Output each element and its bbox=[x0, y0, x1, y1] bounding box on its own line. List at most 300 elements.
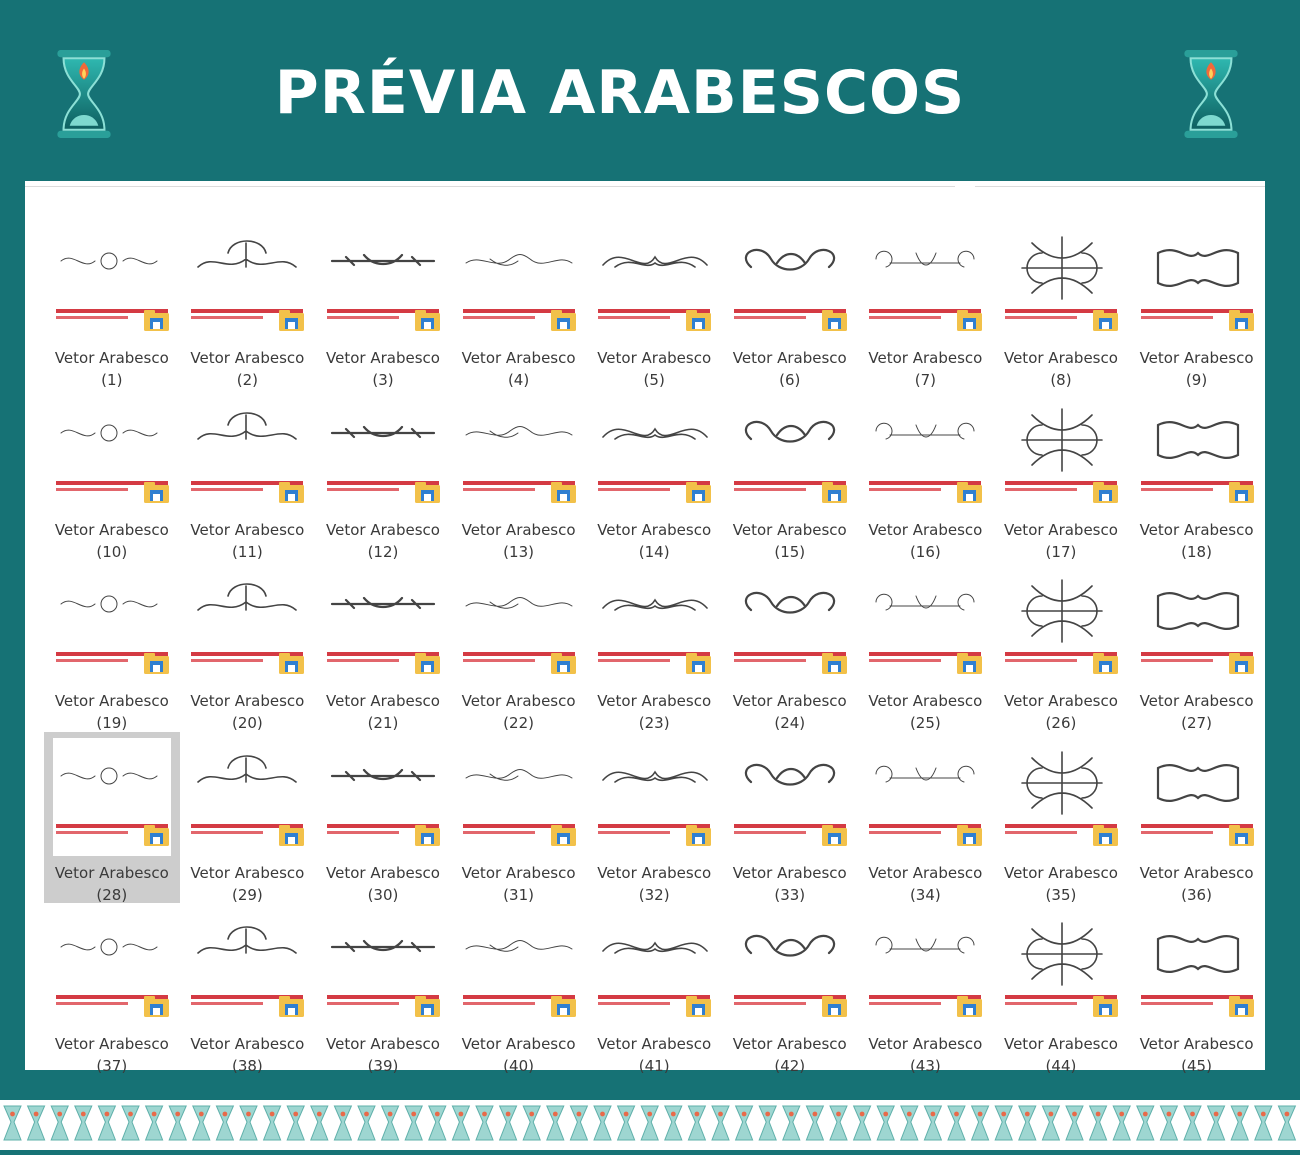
decorative-footer-band bbox=[0, 1100, 1300, 1150]
file-name: Vetor Arabesco bbox=[54, 520, 169, 539]
file-label bbox=[451, 347, 587, 391]
file-item[interactable] bbox=[858, 560, 994, 732]
file-thumbnail bbox=[188, 909, 306, 1027]
file-name: Vetor Arabesco bbox=[868, 349, 983, 367]
hourglass-pattern-icon bbox=[0, 1100, 1300, 1150]
hourglass-icon bbox=[51, 1106, 68, 1140]
file-item[interactable] bbox=[180, 903, 316, 1075]
file-thumbnail bbox=[595, 395, 713, 513]
file-item[interactable] bbox=[315, 903, 451, 1075]
folder-icon bbox=[822, 825, 847, 846]
file-name: Vetor Arabesco bbox=[597, 349, 712, 367]
hourglass-icon bbox=[1184, 1106, 1201, 1140]
file-number: (15) bbox=[774, 542, 806, 561]
file-label bbox=[180, 519, 316, 563]
watermark-strip bbox=[734, 1002, 806, 1005]
file-label bbox=[993, 1033, 1129, 1077]
file-item[interactable] bbox=[1129, 560, 1265, 732]
folder-icon bbox=[551, 310, 576, 331]
file-name: Vetor Arabesco bbox=[1003, 1035, 1118, 1054]
file-number: (10) bbox=[96, 542, 128, 561]
hourglass-icon bbox=[688, 1106, 705, 1140]
panel-top-divider bbox=[975, 181, 1265, 187]
file-name: Vetor Arabesco bbox=[190, 692, 305, 711]
file-item[interactable] bbox=[1129, 389, 1265, 561]
file-label bbox=[1129, 690, 1265, 734]
panel-top-divider bbox=[25, 181, 955, 187]
file-label bbox=[315, 1033, 451, 1077]
file-item[interactable] bbox=[180, 389, 316, 561]
folder-icon bbox=[144, 310, 169, 331]
watermark-strip bbox=[1005, 1002, 1077, 1005]
file-item[interactable] bbox=[858, 217, 994, 389]
file-label bbox=[586, 690, 722, 734]
file-label bbox=[858, 519, 994, 563]
file-item[interactable] bbox=[315, 217, 451, 389]
file-name: Vetor Arabesco bbox=[54, 692, 169, 711]
file-name: Vetor Arabesco bbox=[868, 520, 983, 539]
file-thumbnail bbox=[866, 223, 984, 341]
file-name: Vetor Arabesco bbox=[1003, 520, 1118, 539]
watermark-strip bbox=[191, 659, 263, 662]
file-number: (30) bbox=[367, 885, 399, 904]
file-number: (43) bbox=[909, 1057, 941, 1076]
file-number: (34) bbox=[909, 885, 941, 904]
watermark-strip bbox=[56, 659, 128, 662]
file-number: (6) bbox=[779, 371, 801, 389]
file-label bbox=[586, 862, 722, 906]
hourglass-icon bbox=[665, 1106, 682, 1140]
folder-icon bbox=[551, 996, 576, 1017]
file-number: (28) bbox=[96, 885, 128, 904]
file-label bbox=[315, 347, 451, 391]
file-label bbox=[180, 690, 316, 734]
file-thumbnail bbox=[460, 909, 578, 1027]
hourglass-icon bbox=[405, 1106, 422, 1140]
folder-icon bbox=[415, 482, 440, 503]
file-thumbnail bbox=[866, 566, 984, 684]
watermark-strip bbox=[191, 831, 263, 834]
folder-icon bbox=[957, 482, 982, 503]
file-item[interactable] bbox=[451, 732, 587, 904]
file-item[interactable] bbox=[586, 217, 722, 389]
folder-icon bbox=[1229, 653, 1254, 674]
file-thumbnail bbox=[731, 909, 849, 1027]
file-thumbnail bbox=[460, 738, 578, 856]
hourglass-flame-icon bbox=[1180, 48, 1242, 140]
hourglass-icon bbox=[98, 1106, 115, 1140]
file-thumbnail bbox=[595, 909, 713, 1027]
file-thumbnail bbox=[866, 738, 984, 856]
file-item[interactable] bbox=[586, 560, 722, 732]
file-thumbnail bbox=[53, 909, 171, 1027]
folder-icon bbox=[686, 482, 711, 503]
file-thumbnail bbox=[188, 395, 306, 513]
file-label bbox=[858, 1033, 994, 1077]
file-name: Vetor Arabesco bbox=[190, 520, 305, 539]
file-thumbnail bbox=[188, 223, 306, 341]
file-number: (39) bbox=[367, 1057, 399, 1076]
file-thumbnail bbox=[53, 395, 171, 513]
file-name: Vetor Arabesco bbox=[54, 1035, 169, 1054]
file-thumbnail bbox=[53, 223, 171, 341]
hourglass-icon bbox=[972, 1106, 989, 1140]
hourglass-icon bbox=[28, 1106, 45, 1140]
folder-icon bbox=[279, 996, 304, 1017]
file-thumbnail bbox=[53, 738, 171, 856]
file-label bbox=[1129, 347, 1265, 391]
file-item[interactable] bbox=[44, 389, 180, 561]
file-number: (24) bbox=[774, 714, 806, 733]
folder-icon bbox=[279, 310, 304, 331]
file-name: Vetor Arabesco bbox=[1003, 863, 1118, 882]
file-item[interactable] bbox=[180, 217, 316, 389]
file-name: Vetor Arabesco bbox=[54, 349, 169, 367]
file-name: Vetor Arabesco bbox=[868, 1035, 983, 1054]
file-number: (26) bbox=[1045, 714, 1077, 733]
folder-icon bbox=[822, 310, 847, 331]
watermark-strip bbox=[869, 1002, 941, 1005]
file-number: (20) bbox=[231, 714, 263, 733]
file-number: (32) bbox=[638, 885, 670, 904]
file-name: Vetor Arabesco bbox=[732, 520, 847, 539]
file-number: (45) bbox=[1181, 1057, 1212, 1076]
hourglass-icon bbox=[547, 1106, 564, 1140]
file-number: (1) bbox=[101, 371, 123, 389]
file-item[interactable] bbox=[315, 732, 451, 904]
file-item[interactable] bbox=[722, 732, 858, 904]
file-number: (23) bbox=[638, 714, 670, 733]
file-item[interactable] bbox=[1129, 732, 1265, 904]
file-number: (31) bbox=[503, 885, 534, 904]
file-label bbox=[451, 519, 587, 563]
file-item[interactable] bbox=[451, 217, 587, 389]
file-thumbnail bbox=[188, 738, 306, 856]
hourglass-icon bbox=[924, 1106, 941, 1140]
file-number: (18) bbox=[1181, 542, 1212, 561]
folder-icon bbox=[415, 653, 440, 674]
file-item[interactable] bbox=[722, 903, 858, 1075]
thumbnail-grid bbox=[44, 217, 1264, 1075]
file-name: Vetor Arabesco bbox=[326, 349, 440, 367]
file-number: (3) bbox=[372, 371, 394, 389]
hourglass-icon bbox=[1042, 1106, 1059, 1140]
file-thumbnail bbox=[324, 395, 442, 513]
file-item[interactable] bbox=[993, 903, 1129, 1075]
file-label bbox=[44, 347, 180, 391]
file-label bbox=[451, 1033, 587, 1077]
file-item[interactable] bbox=[451, 389, 587, 561]
file-item[interactable] bbox=[993, 732, 1129, 904]
file-name: Vetor Arabesco bbox=[326, 1035, 440, 1054]
watermark-strip bbox=[1141, 316, 1213, 319]
hourglass-icon bbox=[523, 1106, 540, 1140]
file-number: (35) bbox=[1045, 885, 1077, 904]
file-name: Vetor Arabesco bbox=[732, 692, 847, 711]
file-item[interactable] bbox=[993, 389, 1129, 561]
watermark-strip bbox=[463, 1002, 535, 1005]
file-label bbox=[722, 690, 858, 734]
file-item[interactable] bbox=[451, 560, 587, 732]
file-item[interactable] bbox=[44, 903, 180, 1075]
file-item[interactable] bbox=[993, 217, 1129, 389]
file-label bbox=[722, 347, 858, 391]
file-label bbox=[858, 862, 994, 906]
hourglass-icon bbox=[1160, 1106, 1177, 1140]
folder-icon bbox=[1229, 996, 1254, 1017]
watermark-strip bbox=[327, 831, 399, 834]
file-item[interactable] bbox=[315, 389, 451, 561]
watermark-strip bbox=[463, 488, 535, 491]
file-name: Vetor Arabesco bbox=[461, 863, 576, 882]
watermark-strip bbox=[1141, 831, 1213, 834]
hourglass-icon bbox=[122, 1106, 139, 1140]
file-number: (42) bbox=[774, 1057, 806, 1076]
folder-icon bbox=[1229, 482, 1254, 503]
file-thumbnail bbox=[324, 566, 442, 684]
hourglass-icon bbox=[1255, 1106, 1272, 1140]
hourglass-icon bbox=[854, 1106, 871, 1140]
file-item[interactable] bbox=[1129, 217, 1265, 389]
file-thumbnail bbox=[866, 909, 984, 1027]
file-label bbox=[858, 690, 994, 734]
hourglass-icon bbox=[193, 1106, 210, 1140]
file-name: Vetor Arabesco bbox=[868, 863, 983, 882]
file-number: (27) bbox=[1181, 714, 1212, 733]
file-number: (38) bbox=[231, 1057, 263, 1076]
file-item[interactable] bbox=[722, 560, 858, 732]
folder-icon bbox=[551, 825, 576, 846]
watermark-strip bbox=[734, 831, 806, 834]
file-name: Vetor Arabesco bbox=[732, 1035, 847, 1054]
file-thumbnail bbox=[460, 566, 578, 684]
file-number: (29) bbox=[231, 885, 263, 904]
watermark-strip bbox=[869, 659, 941, 662]
hourglass-icon bbox=[995, 1106, 1012, 1140]
hourglass-icon bbox=[264, 1106, 281, 1140]
file-number: (17) bbox=[1045, 542, 1077, 561]
file-thumbnail bbox=[1138, 223, 1256, 341]
folder-icon bbox=[1229, 310, 1254, 331]
file-thumbnail bbox=[1138, 909, 1256, 1027]
file-number: (9) bbox=[1185, 371, 1208, 389]
file-number: (4) bbox=[507, 371, 530, 389]
file-name: Vetor Arabesco bbox=[1139, 520, 1254, 539]
hourglass-icon bbox=[783, 1106, 800, 1140]
file-number: (14) bbox=[638, 542, 670, 561]
watermark-strip bbox=[869, 488, 941, 491]
file-number: (33) bbox=[774, 885, 806, 904]
hourglass-icon bbox=[641, 1106, 658, 1140]
file-item[interactable] bbox=[722, 217, 858, 389]
file-name: Vetor Arabesco bbox=[461, 349, 576, 367]
folder-icon bbox=[957, 310, 982, 331]
file-label bbox=[451, 690, 587, 734]
watermark-strip bbox=[869, 316, 941, 319]
file-name: Vetor Arabesco bbox=[1003, 692, 1118, 711]
file-number: (44) bbox=[1045, 1057, 1077, 1076]
watermark-strip bbox=[56, 831, 128, 834]
file-number: (21) bbox=[367, 714, 399, 733]
file-name: Vetor Arabesco bbox=[326, 692, 440, 711]
file-label bbox=[44, 1033, 180, 1077]
hourglass-icon bbox=[382, 1106, 399, 1140]
file-item[interactable] bbox=[858, 389, 994, 561]
file-name: Vetor Arabesco bbox=[190, 349, 305, 367]
file-label bbox=[315, 690, 451, 734]
folder-icon bbox=[144, 482, 169, 503]
hourglass-icon bbox=[476, 1106, 493, 1140]
file-number: (22) bbox=[503, 714, 534, 733]
file-item[interactable] bbox=[315, 560, 451, 732]
file-item[interactable] bbox=[858, 732, 994, 904]
file-item[interactable] bbox=[1129, 903, 1265, 1075]
file-item[interactable] bbox=[451, 903, 587, 1075]
watermark-strip bbox=[598, 1002, 670, 1005]
file-name: Vetor Arabesco bbox=[326, 520, 440, 539]
file-number: (7) bbox=[914, 371, 936, 389]
file-thumbnail bbox=[460, 223, 578, 341]
file-thumbnail bbox=[1002, 909, 1120, 1027]
file-name: Vetor Arabesco bbox=[1139, 863, 1254, 882]
folder-icon bbox=[144, 996, 169, 1017]
file-item[interactable] bbox=[44, 217, 180, 389]
watermark-strip bbox=[327, 1002, 399, 1005]
file-thumbnail bbox=[324, 909, 442, 1027]
file-item[interactable] bbox=[858, 903, 994, 1075]
file-label bbox=[993, 347, 1129, 391]
file-thumbnail bbox=[1002, 566, 1120, 684]
file-thumbnail bbox=[1138, 738, 1256, 856]
file-label bbox=[315, 519, 451, 563]
watermark-strip bbox=[734, 316, 806, 319]
folder-icon bbox=[1093, 996, 1118, 1017]
hourglass-icon bbox=[806, 1106, 823, 1140]
file-item[interactable] bbox=[44, 560, 180, 732]
folder-icon bbox=[1093, 482, 1118, 503]
folder-icon bbox=[686, 653, 711, 674]
file-label bbox=[315, 862, 451, 906]
hourglass-icon bbox=[452, 1106, 469, 1140]
file-name: Vetor Arabesco bbox=[732, 349, 847, 367]
watermark-strip bbox=[191, 1002, 263, 1005]
watermark-strip bbox=[734, 659, 806, 662]
watermark-strip bbox=[327, 659, 399, 662]
file-item[interactable] bbox=[586, 389, 722, 561]
file-name: Vetor Arabesco bbox=[1139, 349, 1254, 367]
file-item[interactable] bbox=[993, 560, 1129, 732]
file-thumbnail bbox=[324, 738, 442, 856]
file-label bbox=[586, 1033, 722, 1077]
hourglass-icon bbox=[1278, 1106, 1295, 1140]
folder-icon bbox=[551, 482, 576, 503]
file-number: (40) bbox=[503, 1057, 534, 1076]
file-thumbnail bbox=[1138, 566, 1256, 684]
file-label bbox=[180, 1033, 316, 1077]
file-name: Vetor Arabesco bbox=[461, 1035, 576, 1054]
page-title: PRÉVIA ARABESCOS bbox=[274, 58, 966, 128]
file-name: Vetor Arabesco bbox=[461, 692, 576, 711]
file-name: Vetor Arabesco bbox=[461, 520, 576, 539]
watermark-strip bbox=[1141, 1002, 1213, 1005]
folder-icon bbox=[415, 310, 440, 331]
hourglass-icon bbox=[4, 1106, 21, 1140]
file-item[interactable] bbox=[180, 560, 316, 732]
folder-icon bbox=[822, 482, 847, 503]
hourglass-icon bbox=[334, 1106, 351, 1140]
file-thumbnail bbox=[460, 395, 578, 513]
hourglass-icon bbox=[948, 1106, 965, 1140]
file-label bbox=[1129, 519, 1265, 563]
watermark-strip bbox=[869, 831, 941, 834]
file-name: Vetor Arabesco bbox=[54, 863, 169, 882]
watermark-strip bbox=[327, 316, 399, 319]
watermark-strip bbox=[191, 488, 263, 491]
file-item[interactable] bbox=[722, 389, 858, 561]
watermark-strip bbox=[1005, 316, 1077, 319]
watermark-strip bbox=[463, 659, 535, 662]
hourglass-icon bbox=[240, 1106, 257, 1140]
file-thumbnail bbox=[731, 395, 849, 513]
watermark-strip bbox=[1141, 488, 1213, 491]
file-label bbox=[586, 347, 722, 391]
hourglass-icon bbox=[216, 1106, 233, 1140]
file-label bbox=[44, 519, 180, 563]
file-label bbox=[44, 862, 180, 906]
file-thumbnail bbox=[53, 566, 171, 684]
file-name: Vetor Arabesco bbox=[868, 692, 983, 711]
file-name: Vetor Arabesco bbox=[597, 692, 712, 711]
folder-icon bbox=[144, 653, 169, 674]
file-label bbox=[722, 1033, 858, 1077]
watermark-strip bbox=[598, 831, 670, 834]
folder-icon bbox=[279, 482, 304, 503]
file-label bbox=[722, 862, 858, 906]
watermark-strip bbox=[598, 659, 670, 662]
folder-icon bbox=[415, 825, 440, 846]
hourglass-icon bbox=[1113, 1106, 1130, 1140]
folder-icon bbox=[144, 825, 169, 846]
file-name: Vetor Arabesco bbox=[190, 863, 305, 882]
file-thumbnail bbox=[1002, 738, 1120, 856]
folder-icon bbox=[1093, 310, 1118, 331]
file-thumbnail bbox=[731, 738, 849, 856]
file-item[interactable] bbox=[44, 732, 180, 904]
file-label bbox=[180, 347, 316, 391]
hourglass-icon bbox=[1019, 1106, 1036, 1140]
file-number: (25) bbox=[909, 714, 941, 733]
folder-icon bbox=[279, 653, 304, 674]
file-item[interactable] bbox=[586, 903, 722, 1075]
file-number: (13) bbox=[503, 542, 534, 561]
folder-icon bbox=[822, 653, 847, 674]
file-item[interactable] bbox=[180, 732, 316, 904]
hourglass-icon bbox=[500, 1106, 517, 1140]
hourglass-icon bbox=[1066, 1106, 1083, 1140]
file-label bbox=[586, 519, 722, 563]
file-number: (2) bbox=[236, 371, 259, 389]
file-item[interactable] bbox=[586, 732, 722, 904]
watermark-strip bbox=[1005, 488, 1077, 491]
file-thumbnail bbox=[188, 566, 306, 684]
hourglass-icon bbox=[830, 1106, 847, 1140]
watermark-strip bbox=[598, 488, 670, 491]
file-label bbox=[993, 690, 1129, 734]
file-name: Vetor Arabesco bbox=[1139, 1035, 1254, 1054]
file-thumbnail bbox=[731, 566, 849, 684]
folder-icon bbox=[957, 825, 982, 846]
file-thumbnail bbox=[1138, 395, 1256, 513]
